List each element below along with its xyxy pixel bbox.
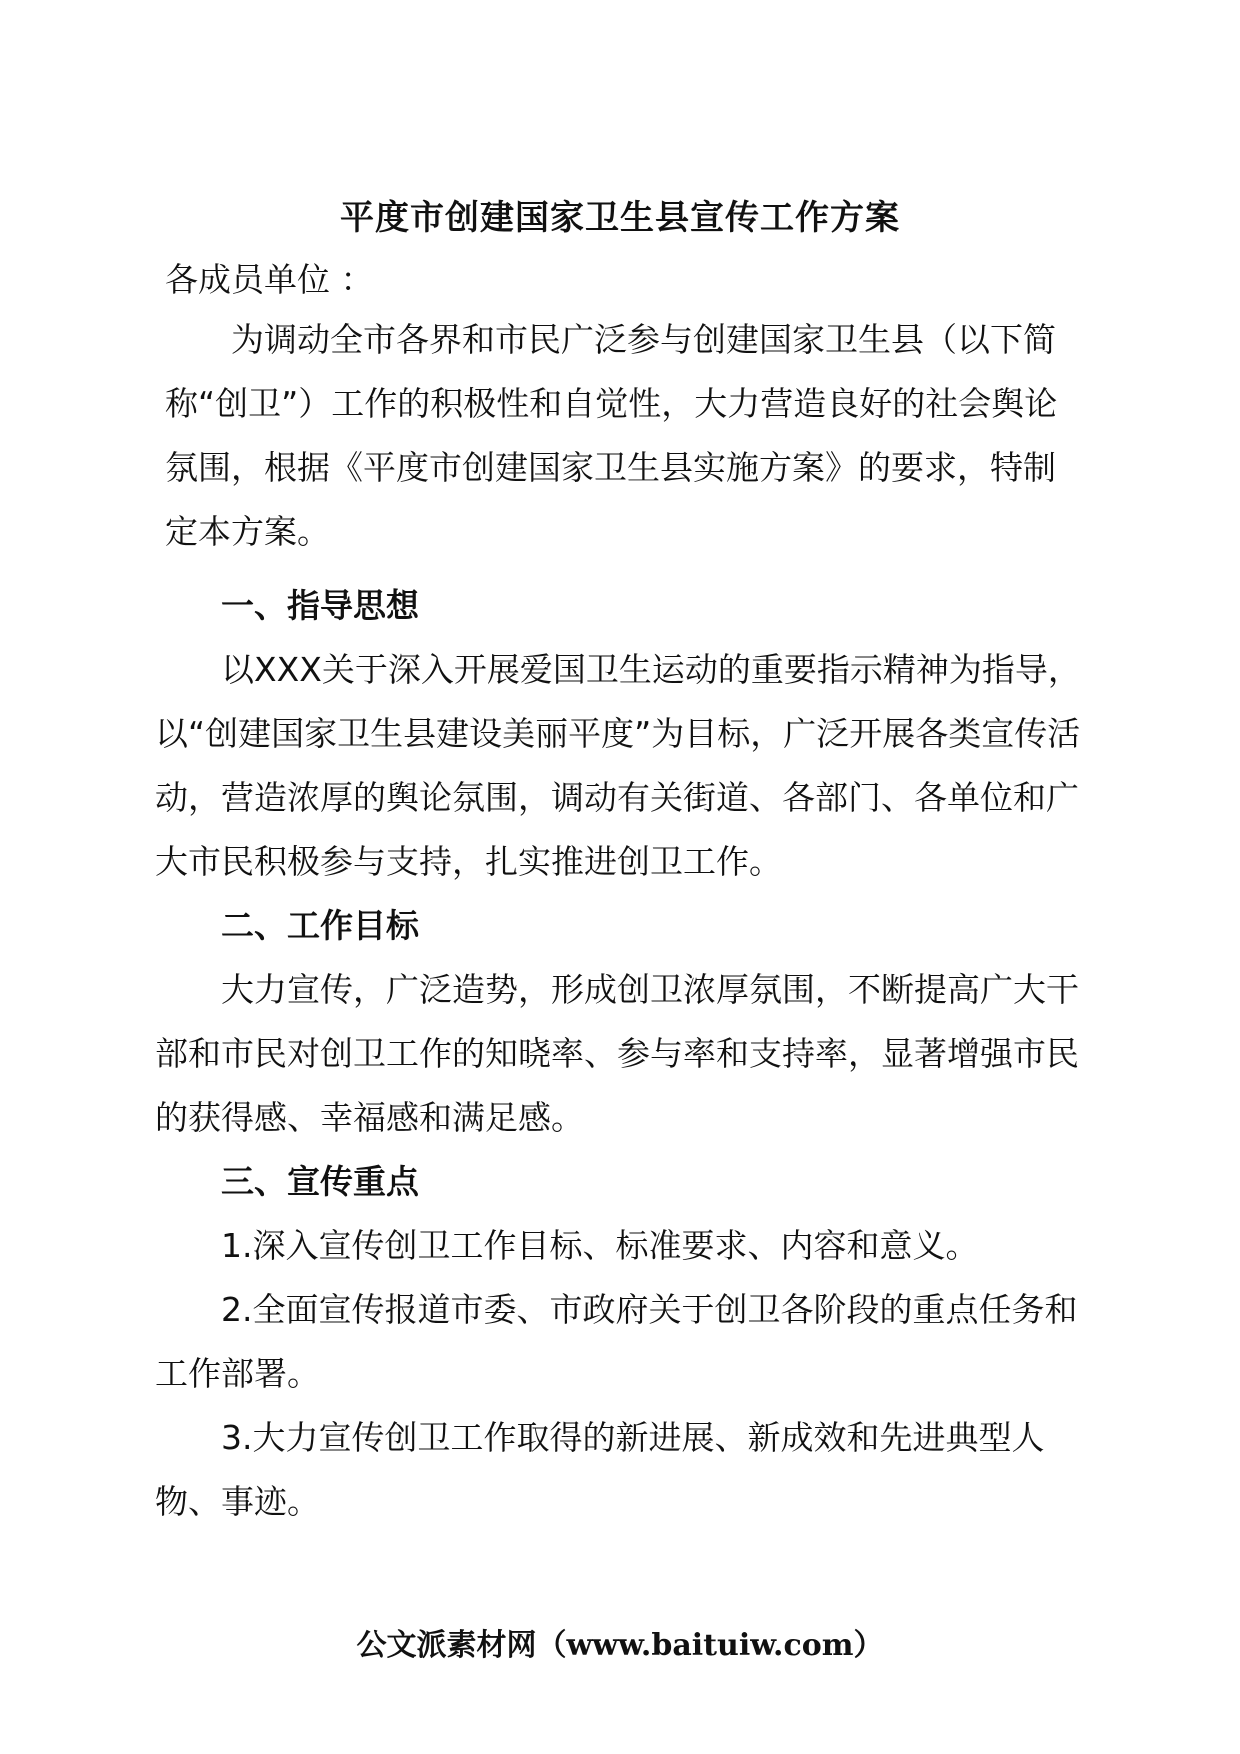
section-heading-work-goals: 二、工作目标 <box>221 906 419 945</box>
section-heading-guiding-ideology: 一、指导思想 <box>221 586 419 625</box>
section-paragraph: 以XXX关于深入开展爱国卫生运动的重要指示精神为指导，以“创建国家卫生县建设美丽平度”为目标，广泛开展各类宣传活动，营造浓厚的舆论氛围，调动有关街道、各部门、各单位和广大市民积极参与支持，扎实推进创卫工作。 <box>155 650 1081 881</box>
footer-source: 公文派素材网（www.baituiw.com） <box>356 1628 884 1663</box>
document-title: 平度市创建国家卫生县宣传工作方案 <box>340 198 900 238</box>
section-list-item: 2.全面宣传报道市委、市政府关于创卫各阶段的重点任务和工作部署。 <box>155 1290 1078 1393</box>
section-paragraph: 大力宣传，广泛造势，形成创卫浓厚氛围，不断提高广大干部和市民对创卫工作的知晓率、参与率和支持率，显著增强市民的获得感、幸福感和满足感。 <box>155 970 1079 1137</box>
salutation: 各成员单位 ： <box>165 260 374 299</box>
section-list-item: 3.大力宣传创卫工作取得的新进展、新成效和先进典型人物、事迹。 <box>155 1418 1045 1521</box>
section-heading-publicity-focus: 三、宣传重点 <box>221 1162 419 1201</box>
section-list-item: 1.深入宣传创卫工作目标、标准要求、内容和意义。 <box>221 1226 979 1265</box>
intro-paragraph: 为调动全市各界和市民广泛参与创建国家卫生县（以下简称“创卫”）工作的积极性和自觉性，大力营造良好的社会舆论氛围，根据《平度市创建国家卫生县实施方案》的要求，特制定本方案。 <box>165 320 1058 551</box>
sections <box>155 574 1085 1534</box>
